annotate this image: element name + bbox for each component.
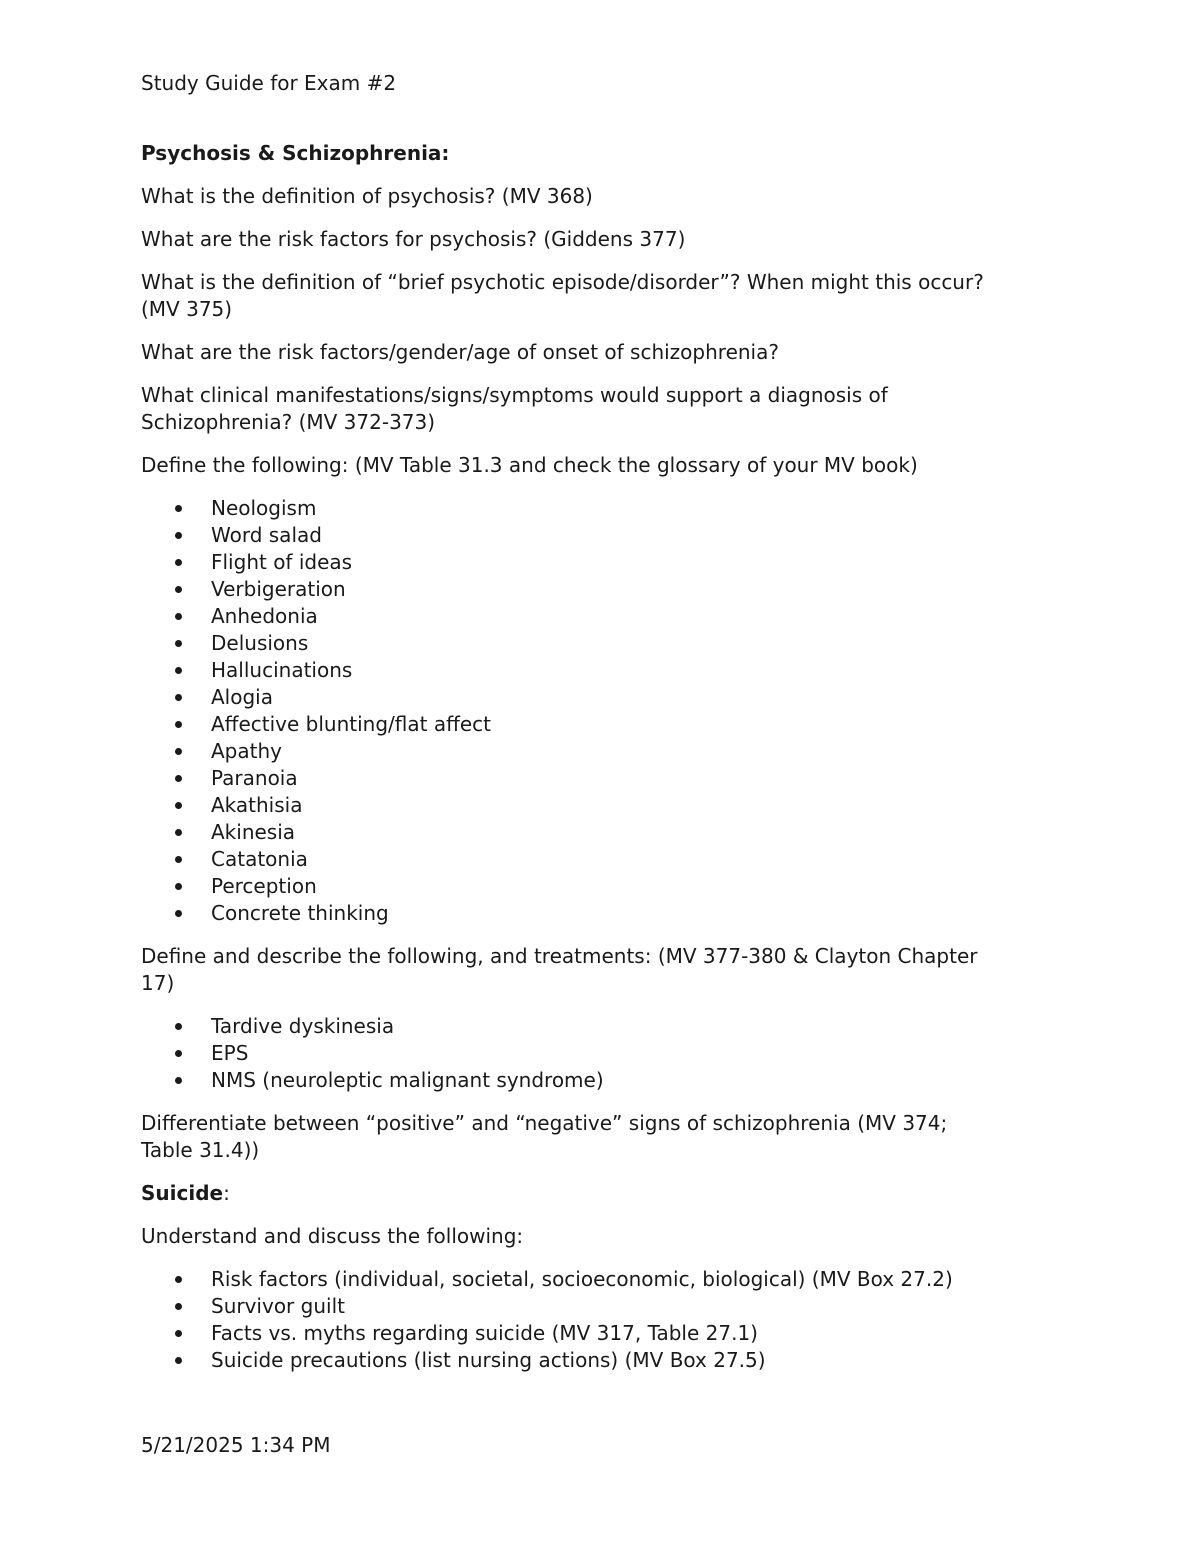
list-item: Tardive dyskinesia xyxy=(141,1013,1061,1040)
question-line: Schizophrenia? (MV 372-373) xyxy=(141,410,436,434)
differentiate-signs xyxy=(141,1110,1061,1164)
list-item: Akathisia xyxy=(141,792,1061,819)
list-item: Affective blunting/flat affect xyxy=(141,711,1061,738)
list-item: Word salad xyxy=(141,522,1061,549)
footer-timestamp: 5/21/2025 1:34 PM xyxy=(141,1433,331,1457)
question-brief-psychotic-episode xyxy=(141,269,1061,323)
question-line: What clinical manifestations/signs/symptoms would support a diagnosis of xyxy=(141,383,888,407)
list-item: Risk factors (individual, societal, socioeconomic, biological) (MV Box 27.2) xyxy=(141,1266,1061,1293)
list-item: Perception xyxy=(141,873,1061,900)
list-item: Facts vs. myths regarding suicide (MV 317, Table 27.1) xyxy=(141,1320,1061,1347)
describe-intro xyxy=(141,943,1061,997)
question-schizophrenia-onset: What are the risk factors/gender/age of onset of schizophrenia? xyxy=(141,340,779,364)
section-heading-suicide: Suicide xyxy=(141,1181,224,1205)
section-heading-psychosis: Psychosis & Schizophrenia: xyxy=(141,141,450,165)
document-title: Study Guide for Exam #2 xyxy=(141,71,397,95)
section-heading-colon: : xyxy=(223,1181,230,1205)
differentiate-line: Differentiate between “positive” and “negative” signs of schizophrenia (MV 374; xyxy=(141,1111,948,1135)
define-terms-list xyxy=(141,495,1061,927)
list-item: Anhedonia xyxy=(141,603,1061,630)
list-item: Catatonia xyxy=(141,846,1061,873)
list-item: Alogia xyxy=(141,684,1061,711)
list-item: Hallucinations xyxy=(141,657,1061,684)
list-item: Paranoia xyxy=(141,765,1061,792)
suicide-intro: Understand and discuss the following: xyxy=(141,1224,524,1248)
list-item: Flight of ideas xyxy=(141,549,1061,576)
question-psychosis-definition: What is the definition of psychosis? (MV 368) xyxy=(141,184,593,208)
list-item: Akinesia xyxy=(141,819,1061,846)
describe-intro-line: 17) xyxy=(141,971,175,995)
list-item: Apathy xyxy=(141,738,1061,765)
section-heading-suicide-wrap xyxy=(141,1180,1061,1207)
document-body xyxy=(141,140,1061,1390)
differentiate-line: Table 31.4)) xyxy=(141,1138,260,1162)
list-item: Verbigeration xyxy=(141,576,1061,603)
list-item: Suicide precautions (list nursing actions) (MV Box 27.5) xyxy=(141,1347,1061,1374)
suicide-items-list xyxy=(141,1266,1061,1374)
describe-terms-list xyxy=(141,1013,1061,1094)
list-item: Survivor guilt xyxy=(141,1293,1061,1320)
describe-intro-line: Define and describe the following, and treatments: (MV 377-380 & Clayton Chapter xyxy=(141,944,978,968)
list-item: NMS (neuroleptic malignant syndrome) xyxy=(141,1067,1061,1094)
question-line: What is the definition of “brief psychotic episode/disorder”? When might this occur? xyxy=(141,270,984,294)
list-item: Concrete thinking xyxy=(141,900,1061,927)
question-line: (MV 375) xyxy=(141,297,233,321)
question-psychosis-risk-factors: What are the risk factors for psychosis? (Giddens 377) xyxy=(141,227,686,251)
question-clinical-manifestations xyxy=(141,382,1061,436)
list-item: Neologism xyxy=(141,495,1061,522)
define-intro: Define the following: (MV Table 31.3 and check the glossary of your MV book) xyxy=(141,453,918,477)
list-item: Delusions xyxy=(141,630,1061,657)
list-item: EPS xyxy=(141,1040,1061,1067)
